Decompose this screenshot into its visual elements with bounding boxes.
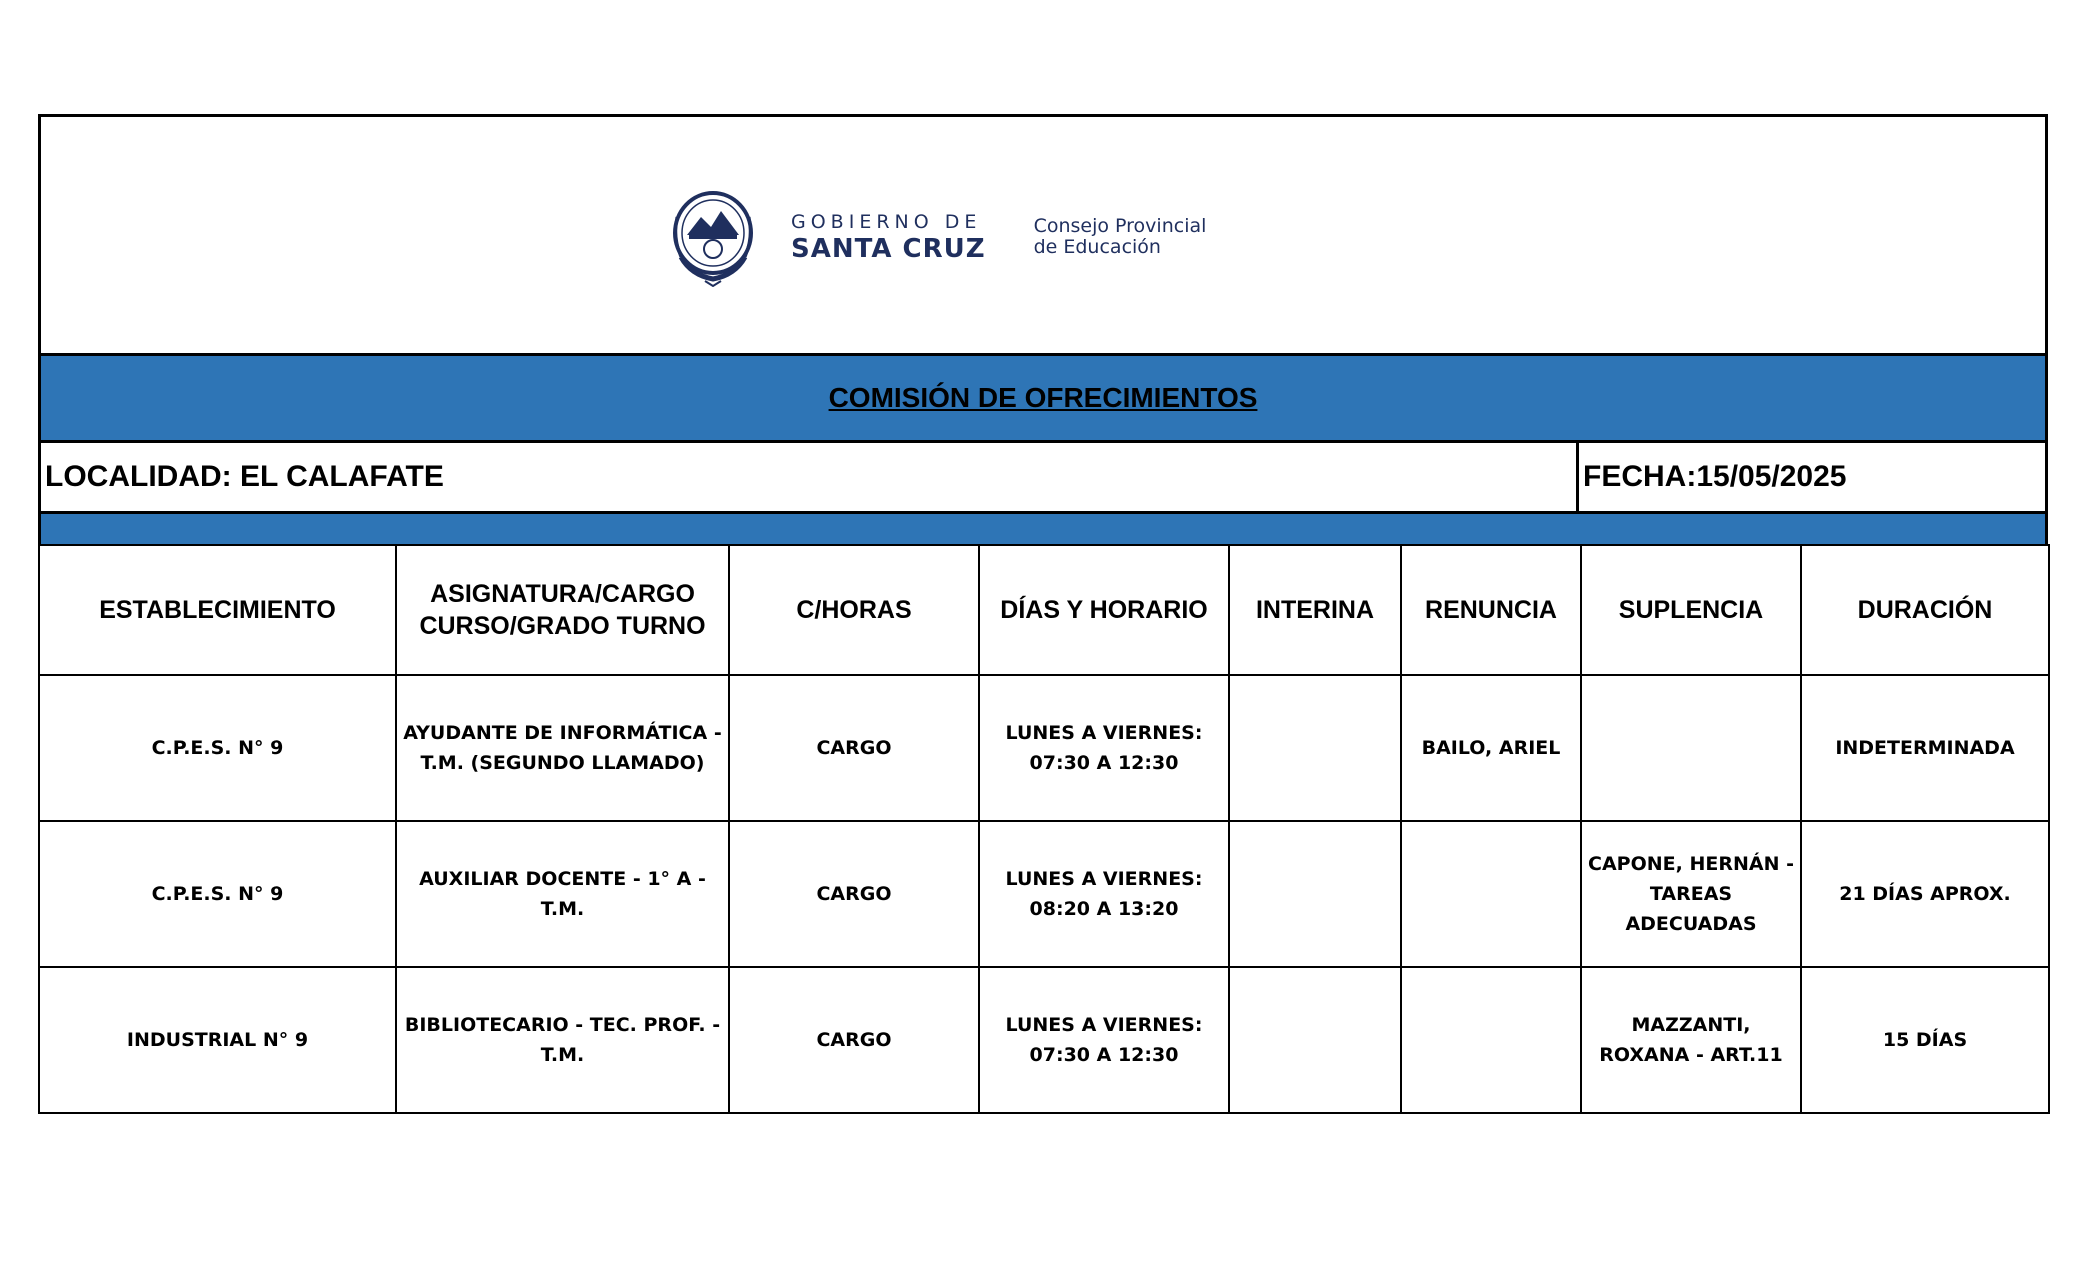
location-date-row [38, 440, 2048, 514]
table-row [39, 821, 2049, 967]
col-header-asignatura: ASIGNATURA/CARGO CURSO/GRADO TURNO [396, 545, 729, 675]
cell-interina [1229, 967, 1401, 1113]
cell-establecimiento: C.P.E.S. N° 9 [39, 821, 396, 967]
cell-horas: CARGO [729, 967, 979, 1113]
table-row [39, 675, 2049, 821]
government-wordmark [791, 210, 986, 264]
council-line-2: de Educación [1033, 236, 1161, 258]
government-label: GOBIERNO DE [791, 210, 982, 233]
table-row [39, 967, 2049, 1113]
col-header-interina: INTERINA [1229, 545, 1401, 675]
cell-renuncia: BAILO, ARIEL [1401, 675, 1581, 821]
cell-suplencia: CAPONE, HERNÁN - TAREAS ADECUADAS [1581, 821, 1801, 967]
col-header-duracion: DURACIÓN [1801, 545, 2049, 675]
cell-suplencia: MAZZANTI, ROXANA - ART.11 [1581, 967, 1801, 1113]
col-header-dias-horario: DÍAS Y HORARIO [979, 545, 1229, 675]
cell-renuncia [1401, 967, 1581, 1113]
cell-duracion: 15 DÍAS [1801, 967, 2049, 1113]
localidad-label: LOCALIDAD: EL CALAFATE [41, 443, 1579, 511]
cell-asignatura: AUXILIAR DOCENTE - 1° A - T.M. [396, 821, 729, 967]
col-header-establecimiento: ESTABLECIMIENTO [39, 545, 396, 675]
cell-dias-horario: LUNES A VIERNES: 07:30 A 12:30 [979, 967, 1229, 1113]
col-header-renuncia: RENUNCIA [1401, 545, 1581, 675]
col-header-horas: C/HORAS [729, 545, 979, 675]
council-line-1: Consejo Provincial [1033, 215, 1207, 237]
blue-separator [38, 514, 2048, 544]
cell-establecimiento: INDUSTRIAL N° 9 [39, 967, 396, 1113]
cell-interina [1229, 821, 1401, 967]
cell-asignatura: AYUDANTE DE INFORMÁTICA - T.M. (SEGUNDO LLAMADO) [396, 675, 729, 821]
col-header-suplencia: SUPLENCIA [1581, 545, 1801, 675]
logo-group [667, 187, 1206, 287]
cell-establecimiento: C.P.E.S. N° 9 [39, 675, 396, 821]
cell-asignatura: BIBLIOTECARIO - TEC. PROF. - T.M. [396, 967, 729, 1113]
fecha-label: FECHA:15/05/2025 [1583, 460, 1847, 493]
cell-duracion: 21 DÍAS APROX. [1801, 821, 2049, 967]
document-sheet [38, 114, 2048, 1114]
table-header-row [39, 545, 2049, 675]
title-bar [38, 356, 2048, 440]
cell-suplencia [1581, 675, 1801, 821]
cell-renuncia [1401, 821, 1581, 967]
cell-interina [1229, 675, 1401, 821]
page-title: COMISIÓN DE OFRECIMIENTOS [828, 382, 1258, 413]
cell-duracion: INDETERMINADA [1801, 675, 2049, 821]
cell-dias-horario: LUNES A VIERNES: 08:20 A 13:20 [979, 821, 1229, 967]
cell-dias-horario: LUNES A VIERNES: 07:30 A 12:30 [979, 675, 1229, 821]
provincial-coat-of-arms-icon [667, 187, 759, 287]
logo-header [38, 114, 2048, 356]
offers-table [38, 544, 2050, 1114]
council-wordmark [1034, 216, 1207, 258]
cell-horas: CARGO [729, 821, 979, 967]
province-name: SANTA CRUZ [791, 233, 986, 264]
cell-horas: CARGO [729, 675, 979, 821]
